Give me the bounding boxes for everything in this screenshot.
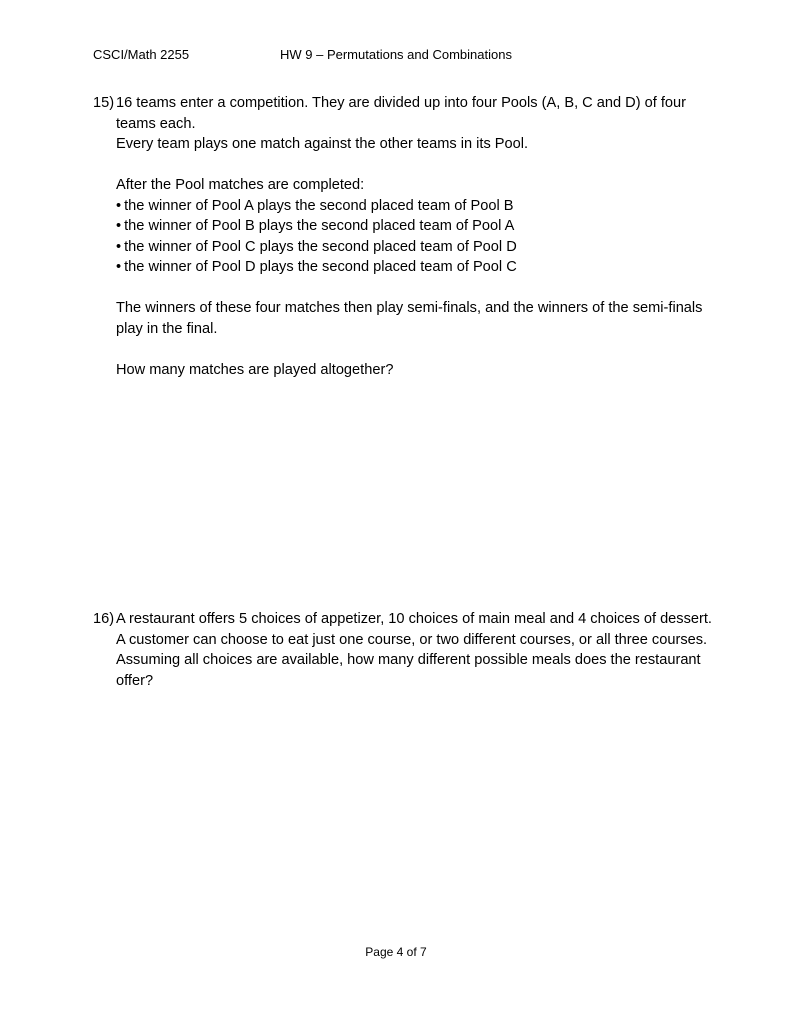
- list-item: • the winner of Pool A plays the second placed team of Pool B: [116, 196, 713, 217]
- question-15: [93, 93, 713, 380]
- question-text-line: A restaurant offers 5 choices of appetizer, 10 choices of main meal and 4 choices of dessert.: [116, 611, 712, 627]
- page-number: Page 4 of 7: [365, 945, 427, 959]
- list-item: • the winner of Pool B plays the second placed team of Pool A: [116, 216, 713, 237]
- question-number: 15): [93, 95, 115, 111]
- semis-text: play in the final.: [116, 320, 218, 337]
- question-prompt: How many matches are played altogether?: [116, 361, 394, 378]
- header-course: CSCI/Math 2255: [93, 47, 190, 62]
- question-16: [93, 609, 713, 691]
- question-body: [116, 609, 713, 691]
- question-text-line: 16 teams enter a competition. They are divided up into four Pools (A, B, C and D) of four: [116, 95, 686, 111]
- question-text-line: A customer can choose to eat just one course, or two different courses, or all three courses.: [116, 631, 708, 648]
- question-number: 16): [93, 611, 115, 627]
- semis-text: The winners of these four matches then play semi-finals, and the winners of the semi-finals: [116, 300, 703, 316]
- pool-intro: After the Pool matches are completed:: [116, 177, 365, 193]
- pool-matchups-list: [116, 196, 713, 278]
- question-text-line: teams each.: [116, 115, 196, 132]
- question-body: [116, 93, 713, 380]
- header-title: HW 9 – Permutations and Combinations: [280, 47, 512, 62]
- question-text-line: Assuming all choices are available, how many different possible meals does the restaurant: [116, 652, 701, 668]
- list-item: • the winner of Pool C plays the second placed team of Pool D: [116, 237, 713, 258]
- question-text-line: Every team plays one match against the other teams in its Pool.: [116, 136, 529, 152]
- question-text-line: offer?: [116, 672, 154, 689]
- list-item: • the winner of Pool D plays the second placed team of Pool C: [116, 257, 713, 278]
